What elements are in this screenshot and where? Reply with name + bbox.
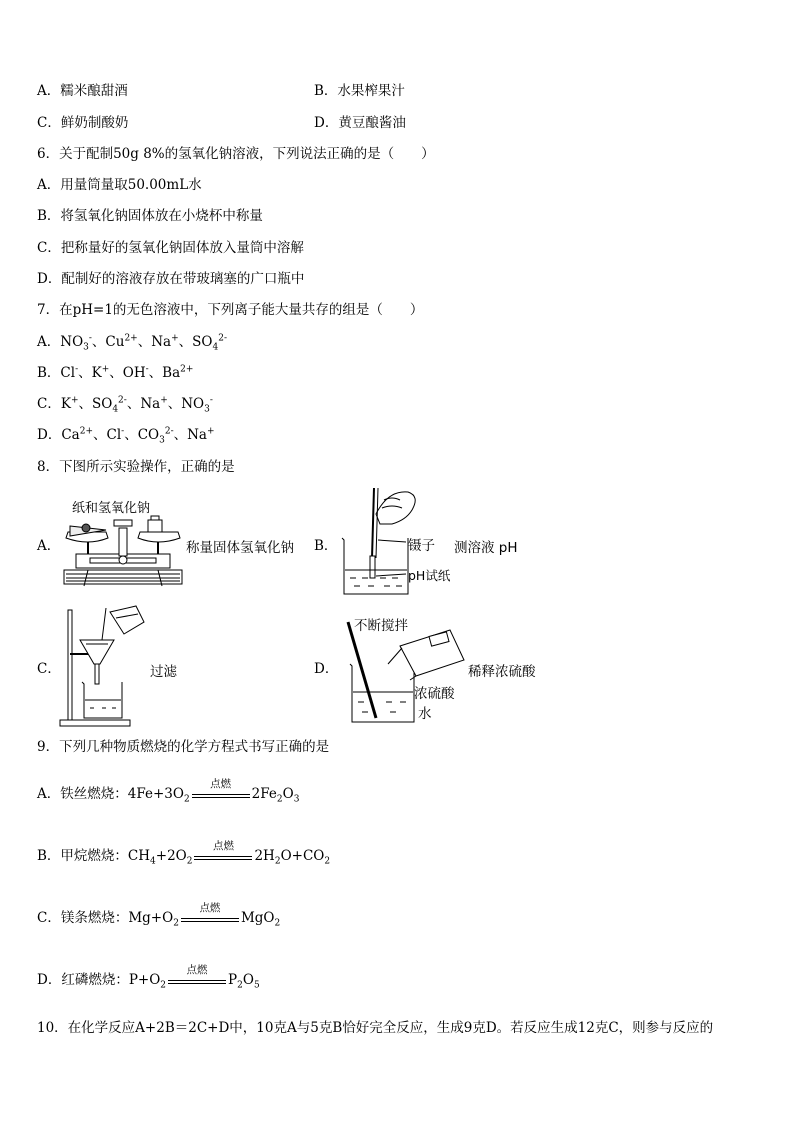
q9-option-d: D．红磷燃烧：$P+O_2$ 点燃 $P_2O_5$: [37, 963, 260, 991]
q8-d-label-acid: 浓硫酸: [414, 686, 455, 702]
q5-option-a: A．糯米酿甜酒: [37, 83, 128, 99]
q8-c-caption: 过滤: [150, 664, 177, 680]
q7-option-b: B．Cl-、K+、OH-、$Ba^{2+}$: [37, 364, 194, 381]
q8-a-caption: 称量固体氢氧化钠: [186, 540, 294, 556]
q6-option-c: C．把称量好的氢氧化钠固体放入量筒中溶解: [37, 240, 304, 256]
q7-option-c: C．K+、$SO_4^{2-}$、Na+、$NO_3^-$: [37, 395, 213, 415]
q7-option-a: A．$NO_3^-$、$Cu^{2+}$、Na+、$SO_4^{2-}$: [37, 333, 227, 353]
q8-b-caption: 测溶液 pH: [454, 540, 518, 556]
q8-d-label-stir: 不断搅拌: [354, 618, 408, 634]
q8-d-caption: 稀释浓硫酸: [468, 664, 536, 680]
reaction-condition: 点燃: [168, 972, 226, 990]
dilution-figure: [340, 620, 470, 726]
q6-option-d: D．配制好的溶液存放在带玻璃塞的广口瓶中: [37, 271, 305, 287]
balance-scale-figure: [60, 512, 186, 588]
q9-option-b: B．甲烷燃烧：$CH_4+2O_2$ 点燃 $2H_2O+CO_2$: [37, 839, 331, 867]
q7-option-d: D．$Ca^{2+}$、Cl-、$CO_3^{2-}$、Na+: [37, 426, 215, 446]
q8-option-b-label: B．: [314, 538, 338, 554]
q9-option-a: A．铁丝燃烧：$4Fe+3O_2$ 点燃 $2Fe_2O_3$: [37, 777, 300, 805]
q8-b-label-tweezers: 镊子: [408, 538, 435, 554]
q6-stem: 6．关于配制50g 8%的氢氧化钠溶液，下列说法正确的是（ ）: [37, 146, 435, 162]
q8-option-d-label: D．: [314, 661, 339, 677]
q8-option-a-label: A．: [37, 538, 61, 554]
q8-a-figure-label: 纸和氢氧化钠: [72, 501, 151, 516]
q8-option-c-label: C．: [37, 661, 61, 677]
q10-stem: 10．在化学反应A+2B＝2C+D中，10克A与5克B恰好完全反应，生成9克D。若反应生成12克C，则参与反应的: [37, 1020, 714, 1036]
q5-option-b: B．水果榨果汁: [314, 83, 405, 99]
q6-option-b: B．将氢氧化钠固体放在小烧杯中称量: [37, 208, 263, 224]
filtration-figure: [58, 604, 150, 728]
q8-stem: 8．下图所示实验操作，正确的是: [37, 459, 235, 475]
reaction-condition: 点燃: [192, 786, 250, 804]
q9-option-c: C．镁条燃烧：$Mg+O_2$ 点燃 MgO$_2$: [37, 901, 281, 929]
q6-option-a: A．用量筒量取50.00mL水: [37, 177, 202, 193]
reaction-condition: 点燃: [194, 848, 252, 866]
q5-option-c: C．鲜奶制酸奶: [37, 115, 129, 131]
q8-d-label-water: 水: [418, 706, 432, 722]
q9-stem: 9．下列几种物质燃烧的化学方程式书写正确的是: [37, 739, 330, 755]
reaction-condition: 点燃: [181, 910, 239, 928]
q8-b-label-ph-paper: pH试纸: [408, 568, 451, 583]
q7-stem: 7．在pH=1的无色溶液中，下列离子能大量共存的组是（ ）: [37, 302, 424, 318]
q5-option-d: D．黄豆酿酱油: [314, 115, 406, 131]
